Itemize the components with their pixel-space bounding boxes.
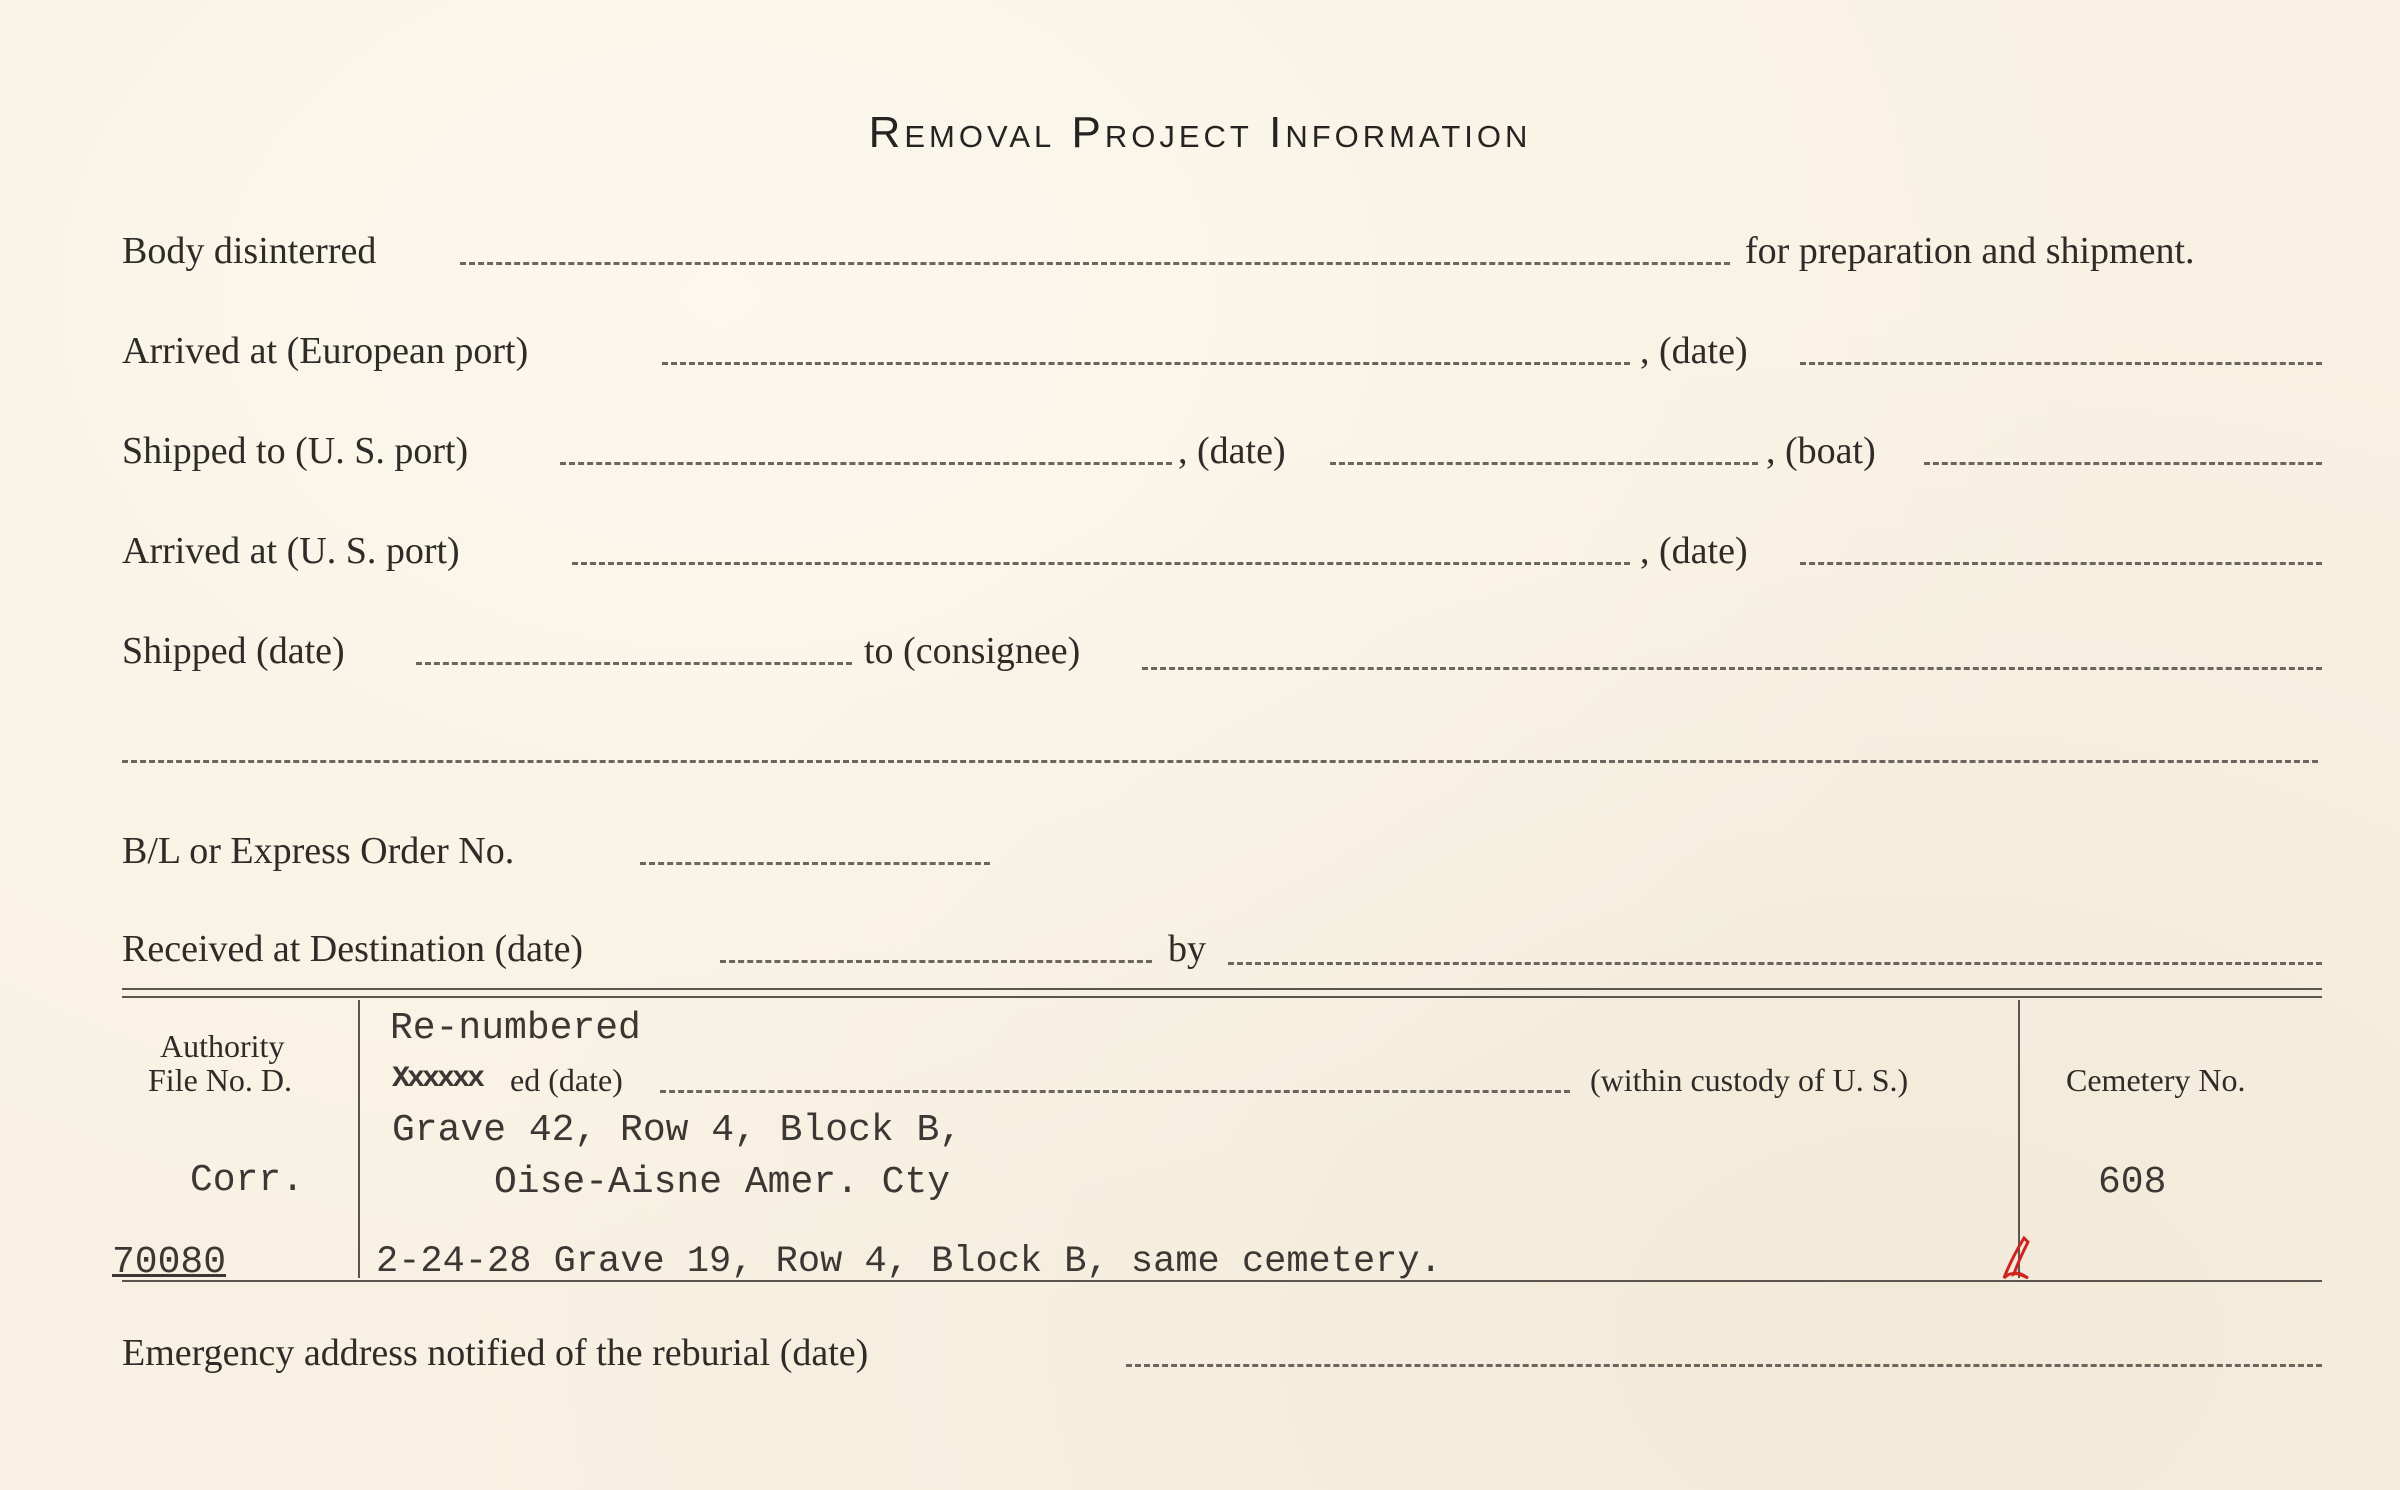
- body-disinterred-label: Body disinterred: [122, 230, 377, 272]
- by-label: by: [1168, 928, 1206, 970]
- arrived-us-date-field[interactable]: [1800, 562, 2322, 565]
- received-by-field[interactable]: [1228, 962, 2322, 965]
- arrived-european-label: Arrived at (European port): [122, 330, 529, 372]
- renumbered-text: Re-numbered: [390, 1007, 641, 1050]
- for-preparation-label: for preparation and shipment.: [1745, 230, 2195, 272]
- bl-order-label: B/L or Express Order No.: [122, 830, 515, 872]
- received-at-label: Received at Destination (date): [122, 928, 584, 970]
- emergency-date-field[interactable]: [1126, 1364, 2322, 1367]
- reburied-date-field[interactable]: [660, 1090, 1570, 1093]
- authority-label: Authority: [160, 1028, 285, 1064]
- cemetery-no-label: Cemetery No.: [2066, 1062, 2246, 1098]
- file-number: 70080: [112, 1241, 227, 1284]
- shipped-date-field[interactable]: [1330, 462, 1758, 465]
- cemetery-number: 608: [2098, 1161, 2167, 1204]
- consignee-continuation-field[interactable]: [122, 760, 2318, 763]
- boat-field[interactable]: [1924, 462, 2322, 465]
- to-consignee-label: to (consignee): [864, 630, 1081, 672]
- box-top-rule-1: [122, 988, 2322, 990]
- arrived-us-port-field[interactable]: [572, 562, 1630, 565]
- body-disinterred-field[interactable]: [460, 262, 1730, 265]
- european-date-field[interactable]: [1800, 362, 2322, 365]
- date-label-1: , (date): [1640, 330, 1748, 372]
- shipped-date-label: Shipped (date): [122, 630, 345, 672]
- correction-line: 2-24-28 Grave 19, Row 4, Block B, same cemetery.: [376, 1241, 1442, 1283]
- reburied-date-label: ed (date): [510, 1062, 623, 1098]
- cemetery-name-line: Oise-Aisne Amer. Cty: [494, 1161, 951, 1204]
- consignee-field[interactable]: [1142, 667, 2322, 670]
- bl-order-field[interactable]: [640, 862, 990, 865]
- corr-text: Corr.: [190, 1159, 305, 1202]
- box-top-rule-2: [122, 996, 2322, 998]
- struck-word: Xxxxxx: [392, 1062, 483, 1096]
- received-date-field[interactable]: [720, 960, 1152, 963]
- shipped-to-label: Shipped to (U. S. port): [122, 430, 469, 472]
- date-label-3: , (date): [1640, 530, 1748, 572]
- file-no-label: File No. D.: [148, 1062, 292, 1098]
- box-left-divider: [358, 1000, 360, 1278]
- shipped-date-input[interactable]: [416, 662, 852, 665]
- card-title: Removal Project Information: [868, 108, 1532, 157]
- us-port-field[interactable]: [560, 462, 1172, 465]
- arrived-us-label: Arrived at (U. S. port): [122, 530, 460, 572]
- red-check-icon: [1998, 1234, 2038, 1284]
- grave-line: Grave 42, Row 4, Block B,: [392, 1109, 963, 1152]
- emergency-label: Emergency address notified of the reburial (date): [122, 1332, 869, 1374]
- date-label-2: , (date): [1178, 430, 1286, 472]
- boat-label: , (boat): [1766, 430, 1876, 472]
- european-port-field[interactable]: [662, 362, 1630, 365]
- within-custody-label: (within custody of U. S.): [1590, 1062, 1909, 1098]
